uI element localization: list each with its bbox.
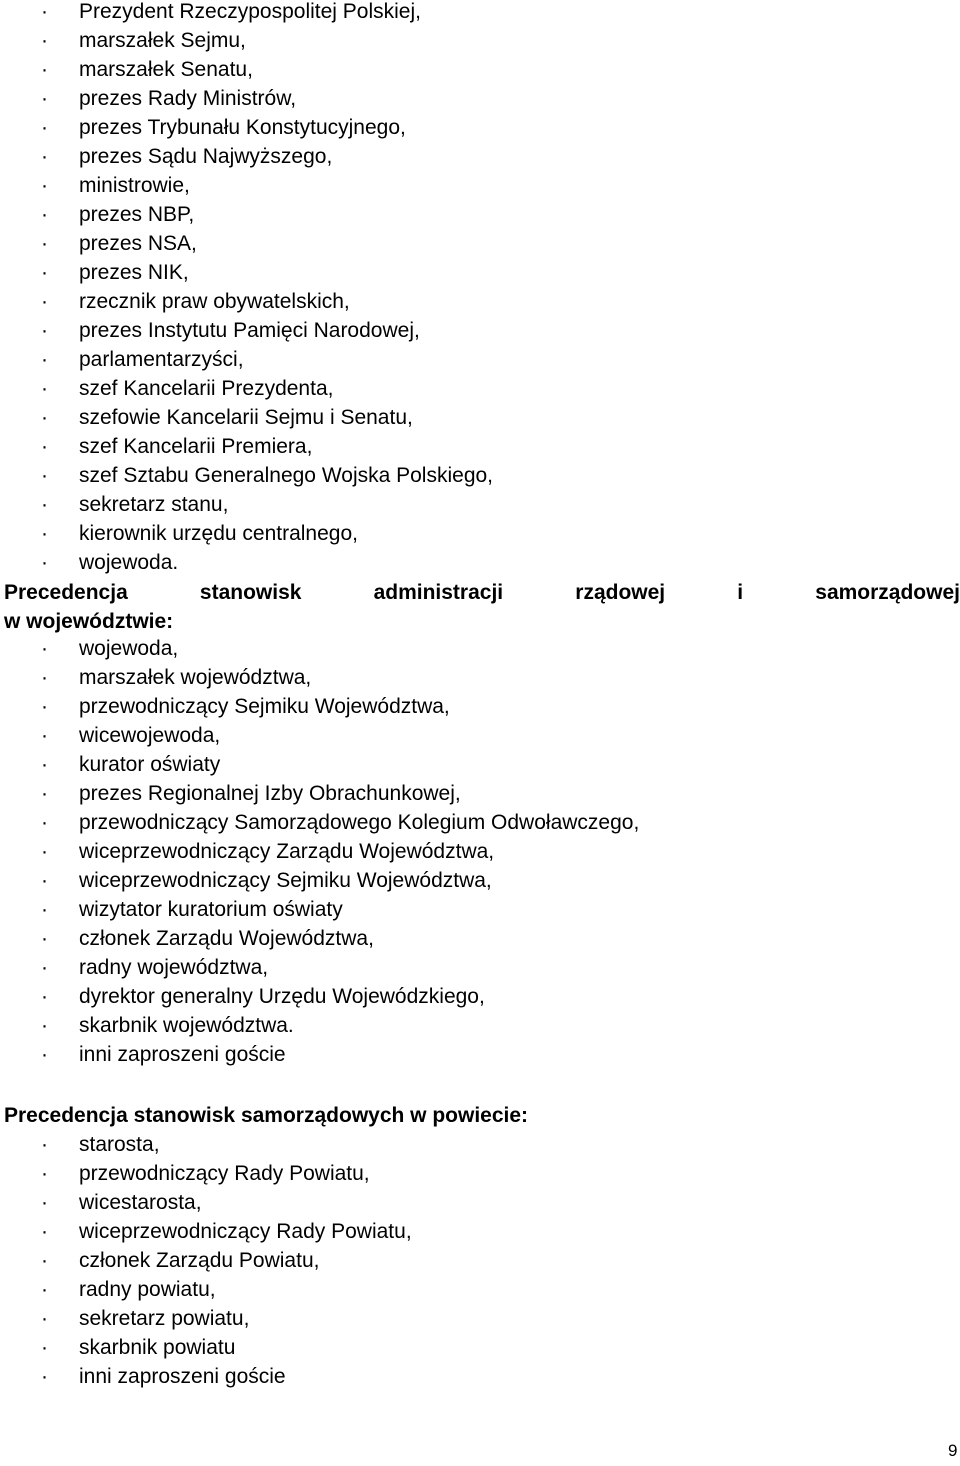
bullet-icon: · [41,464,48,487]
bullet-icon: · [41,898,48,921]
voivodeship-precedence-heading-continuation: w województwie: [4,610,174,633]
list-item-text: wicewojewoda, [79,724,221,747]
list-item [0,837,639,866]
list-item [0,548,493,577]
bullet-icon: · [41,29,48,52]
bullet-icon: · [41,0,48,23]
heading-word: administracji [373,581,504,604]
heading-word: samorządowej [815,581,960,604]
list-item [0,982,639,1011]
list-item [0,1130,412,1159]
county-precedence-heading: Precedencja stanowisk samorządowych w powiecie: [4,1104,529,1127]
list-item-text: rzecznik praw obywatelskich, [79,290,350,313]
bullet-icon: · [41,1220,48,1243]
bullet-icon: · [41,348,48,371]
list-item [0,634,639,663]
list-item [0,808,639,837]
list-item [0,171,493,200]
list-item-text: skarbnik województwa. [79,1014,294,1037]
heading-word: stanowisk [199,581,302,604]
list-item-text: wojewoda, [79,637,179,660]
list-item-text: ministrowie, [79,174,190,197]
bullet-icon: · [41,406,48,429]
bullet-icon: · [41,840,48,863]
list-item-text: szef Kancelarii Premiera, [79,435,313,458]
list-item-text: dyrektor generalny Urzędu Wojewódzkiego, [79,985,485,1008]
list-item-text: radny powiatu, [79,1278,216,1301]
list-item [0,779,639,808]
list-item [0,1011,639,1040]
bullet-icon: · [41,637,48,660]
bullet-icon: · [41,58,48,81]
list-item [0,200,493,229]
list-item-text: Prezydent Rzeczypospolitej Polskiej, [79,0,421,23]
bullet-icon: · [41,724,48,747]
list-item [0,1159,412,1188]
list-item-text: szef Sztabu Generalnego Wojska Polskiego, [79,464,494,487]
list-item [0,750,639,779]
list-item [0,461,493,490]
list-item-text: wiceprzewodniczący Zarządu Województwa, [79,840,495,863]
list-item-text: członek Zarządu Powiatu, [79,1249,320,1272]
list-item [0,55,493,84]
list-item-text: członek Zarządu Województwa, [79,927,374,950]
list-item [0,1188,412,1217]
list-item-text: prezes NIK, [79,261,189,284]
voivodeship-precedence-list [0,634,639,1069]
list-item-text: prezes Sądu Najwyższego, [79,145,333,168]
list-item-text: wojewoda. [79,551,179,574]
list-item [0,1362,412,1391]
list-item-text: wizytator kuratorium oświaty [79,898,343,921]
bullet-icon: · [41,956,48,979]
list-item [0,866,639,895]
list-item [0,721,639,750]
list-item [0,345,493,374]
list-item-text: przewodniczący Rady Powiatu, [79,1162,370,1185]
list-item [0,26,493,55]
list-item-text: przewodniczący Sejmiku Województwa, [79,695,450,718]
list-item-text: sekretarz stanu, [79,493,229,516]
list-item-text: prezes Regionalnej Izby Obrachunkowej, [79,782,461,805]
bullet-icon: · [41,522,48,545]
bullet-icon: · [41,985,48,1008]
list-item [0,0,493,26]
bullet-icon: · [41,1043,48,1066]
list-item [0,1246,412,1275]
list-item-text: wiceprzewodniczący Sejmiku Województwa, [79,869,492,892]
list-item [0,1217,412,1246]
list-item-text: prezes Trybunału Konstytucyjnego, [79,116,406,139]
list-item-text: prezes NSA, [79,232,197,255]
list-item [0,895,639,924]
bullet-icon: · [41,232,48,255]
list-item [0,692,639,721]
list-item [0,113,493,142]
list-item [0,403,493,432]
bullet-icon: · [41,290,48,313]
list-item [0,258,493,287]
heading-word: rządowej [575,581,666,604]
bullet-icon: · [41,87,48,110]
bullet-icon: · [41,116,48,139]
bullet-icon: · [41,551,48,574]
list-item [0,924,639,953]
list-item-text: kurator oświaty [79,753,221,776]
bullet-icon: · [41,493,48,516]
list-item [0,432,493,461]
bullet-icon: · [41,666,48,689]
list-item-text: prezes Rady Ministrów, [79,87,297,110]
list-item-text: starosta, [79,1133,160,1156]
list-item-text: skarbnik powiatu [79,1336,236,1359]
list-item-text: marszałek Senatu, [79,58,253,81]
list-item-text: prezes Instytutu Pamięci Narodowej, [79,319,420,342]
bullet-icon: · [41,377,48,400]
county-precedence-list [0,1130,412,1391]
bullet-icon: · [41,1249,48,1272]
list-item-text: szefowie Kancelarii Sejmu i Senatu, [79,406,413,429]
bullet-icon: · [41,782,48,805]
bullet-icon: · [41,811,48,834]
voivodeship-precedence-heading [4,578,960,607]
bullet-icon: · [41,695,48,718]
list-item-text: wicestarosta, [79,1191,202,1214]
bullet-icon: · [41,1014,48,1037]
list-item-text: marszałek województwa, [79,666,312,689]
list-item-text: przewodniczący Samorządowego Kolegium Odwoławczego, [79,811,640,834]
list-item [0,287,493,316]
list-item [0,374,493,403]
bullet-icon: · [41,1191,48,1214]
bullet-icon: · [41,319,48,342]
state-precedence-list [0,0,493,577]
bullet-icon: · [41,927,48,950]
bullet-icon: · [41,1307,48,1330]
list-item [0,1275,412,1304]
list-item [0,519,493,548]
bullet-icon: · [41,869,48,892]
bullet-icon: · [41,1365,48,1388]
list-item-text: parlamentarzyści, [79,348,244,371]
bullet-icon: · [41,1278,48,1301]
list-item [0,316,493,345]
bullet-icon: · [41,145,48,168]
list-item-text: prezes NBP, [79,203,195,226]
list-item-text: inni zaproszeni goście [79,1365,286,1388]
bullet-icon: · [41,753,48,776]
list-item [0,142,493,171]
bullet-icon: · [41,1162,48,1185]
heading-word: i [737,581,744,604]
bullet-icon: · [41,261,48,284]
bullet-icon: · [41,174,48,197]
list-item [0,1333,412,1362]
list-item-text: inni zaproszeni goście [79,1043,286,1066]
page-number: 9 [948,1441,958,1460]
list-item [0,953,639,982]
list-item [0,84,493,113]
list-item-text: marszałek Sejmu, [79,29,246,52]
list-item [0,229,493,258]
list-item [0,663,639,692]
bullet-icon: · [41,203,48,226]
list-item-text: radny województwa, [79,956,269,979]
list-item [0,490,493,519]
heading-word: Precedencja [4,581,128,604]
list-item [0,1040,639,1069]
list-item-text: kierownik urzędu centralnego, [79,522,358,545]
bullet-icon: · [41,1336,48,1359]
list-item-text: wiceprzewodniczący Rady Powiatu, [79,1220,412,1243]
list-item-text: sekretarz powiatu, [79,1307,250,1330]
list-item [0,1304,412,1333]
bullet-icon: · [41,1133,48,1156]
bullet-icon: · [41,435,48,458]
list-item-text: szef Kancelarii Prezydenta, [79,377,334,400]
